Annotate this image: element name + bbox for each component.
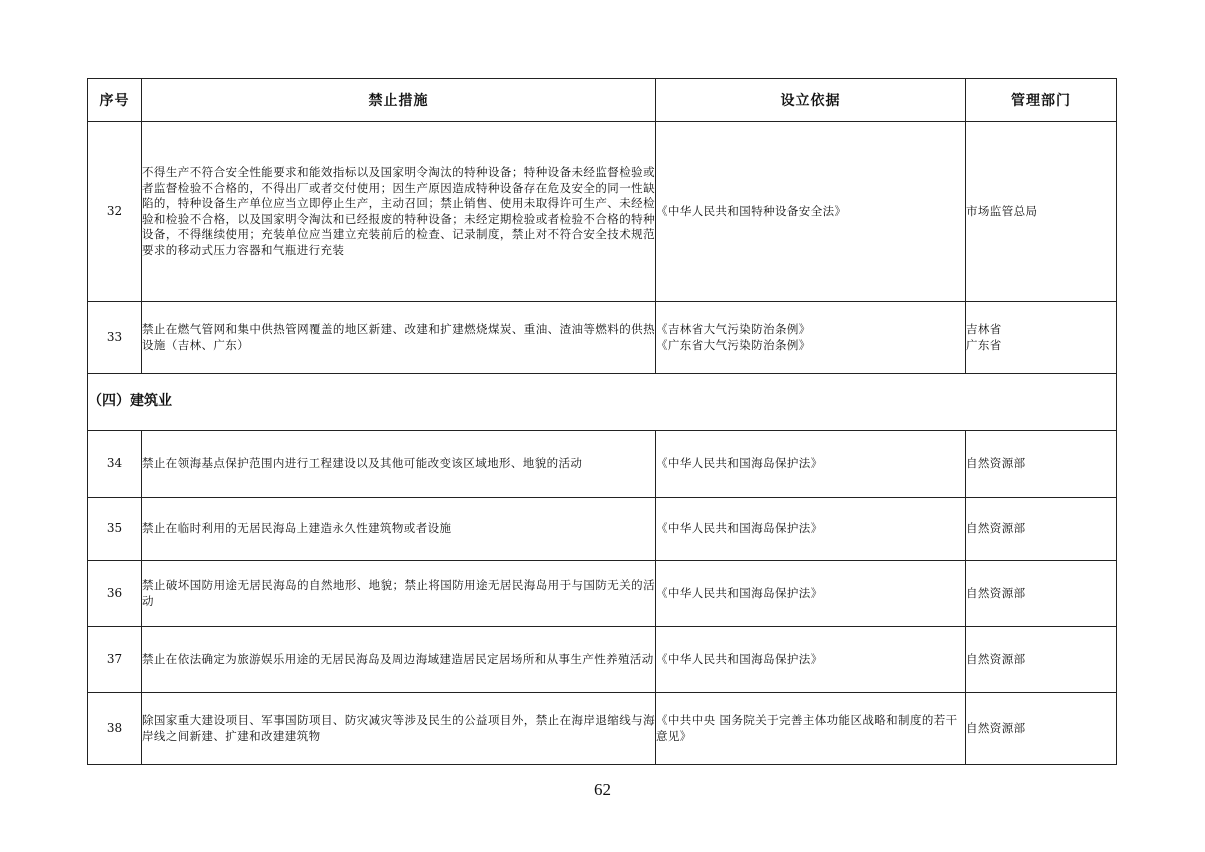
basis-line: 《中华人民共和国特种设备安全法》: [656, 203, 847, 218]
dept-line: 市场监管总局: [966, 203, 1038, 218]
header-measure: 禁止措施: [142, 79, 656, 122]
row-basis: [656, 693, 966, 765]
basis-line: 《中华人民共和国海岛保护法》: [656, 585, 823, 600]
row-measure: 除国家重大建设项目、军事国防项目、防灾减灾等涉及民生的公益项目外，禁止在海岸退缩线与海岸线之间新建、扩建和改建建筑物: [142, 693, 656, 765]
row-dept: [966, 693, 1117, 765]
dept-line: 吉林省: [966, 322, 1002, 336]
row-no: 35: [88, 498, 142, 561]
dept-line: 广东省: [966, 337, 1002, 352]
row-measure: 禁止在燃气管网和集中供热管网覆盖的地区新建、改建和扩建燃烧煤炭、重油、渣油等燃料的供热设施（吉林、广东）: [142, 302, 656, 374]
dept-line: 自然资源部: [966, 720, 1026, 735]
prohibition-table: [87, 78, 1117, 765]
row-basis: [656, 561, 966, 627]
dept-line: 自然资源部: [966, 521, 1026, 536]
row-no: 37: [88, 627, 142, 693]
row-dept: [966, 561, 1117, 627]
basis-line: 《中华人民共和国海岛保护法》: [656, 456, 823, 471]
row-dept: [966, 431, 1117, 498]
table-row: [88, 302, 1117, 374]
basis-line: 《中华人民共和国海岛保护法》: [656, 651, 823, 666]
header-no: 序号: [88, 79, 142, 122]
dept-line: 自然资源部: [966, 456, 1026, 471]
section-title: （四）建筑业: [88, 374, 1117, 431]
row-basis: [656, 498, 966, 561]
dept-line: 自然资源部: [966, 651, 1026, 666]
row-no: 32: [88, 122, 142, 302]
header-dept: 管理部门: [966, 79, 1117, 122]
row-no: 38: [88, 693, 142, 765]
row-measure: 禁止在领海基点保护范围内进行工程建设以及其他可能改变该区域地形、地貌的活动: [142, 431, 656, 498]
table-row: [88, 627, 1117, 693]
row-basis: [656, 627, 966, 693]
basis-line: 《中共中央 国务院关于完善主体功能区战略和制度的若干意见》: [656, 713, 958, 743]
row-basis: [656, 431, 966, 498]
header-row: [88, 79, 1117, 122]
page-number: 62: [594, 780, 611, 799]
row-measure: 不得生产不符合安全性能要求和能效指标以及国家明令淘汰的特种设备；特种设备未经监督检验或者监督检验不合格的，不得出厂或者交付使用；因生产原因造成特种设备存在危及安全的同一性缺陷的，特种设备生产单位应当立即停止生产，主动召回；禁止销售、使用未取得许可生产、未经检验和检验不合格，以及国家明令淘汰和已经报废的特种设备；未经定期检验或者检验不合格的特种设备，不得继续使用；充装单位应当建立充装前后的检查、记录制度，禁止对不符合安全技术规范要求的移动式压力容器和气瓶进行充装: [142, 122, 656, 302]
basis-line: 《吉林省大气污染防治条例》: [656, 322, 811, 336]
table-row: [88, 122, 1117, 302]
basis-line: 《广东省大气污染防治条例》: [656, 337, 811, 352]
section-row: [88, 374, 1117, 431]
row-basis: [656, 302, 966, 374]
row-no: 34: [88, 431, 142, 498]
dept-line: 自然资源部: [966, 585, 1026, 600]
table-row: [88, 431, 1117, 498]
row-measure: 禁止破坏国防用途无居民海岛的自然地形、地貌；禁止将国防用途无居民海岛用于与国防无关的活动: [142, 561, 656, 627]
row-dept: [966, 498, 1117, 561]
header-basis: 设立依据: [656, 79, 966, 122]
row-basis: [656, 122, 966, 302]
row-measure: 禁止在依法确定为旅游娱乐用途的无居民海岛及周边海域建造居民定居场所和从事生产性养殖活动: [142, 627, 656, 693]
row-no: 36: [88, 561, 142, 627]
row-dept: [966, 122, 1117, 302]
row-measure: 禁止在临时利用的无居民海岛上建造永久性建筑物或者设施: [142, 498, 656, 561]
basis-line: 《中华人民共和国海岛保护法》: [656, 521, 823, 536]
row-dept: [966, 627, 1117, 693]
row-no: 33: [88, 302, 142, 374]
row-dept: [966, 302, 1117, 374]
table-row: [88, 561, 1117, 627]
table-row: [88, 498, 1117, 561]
table-row: [88, 693, 1117, 765]
